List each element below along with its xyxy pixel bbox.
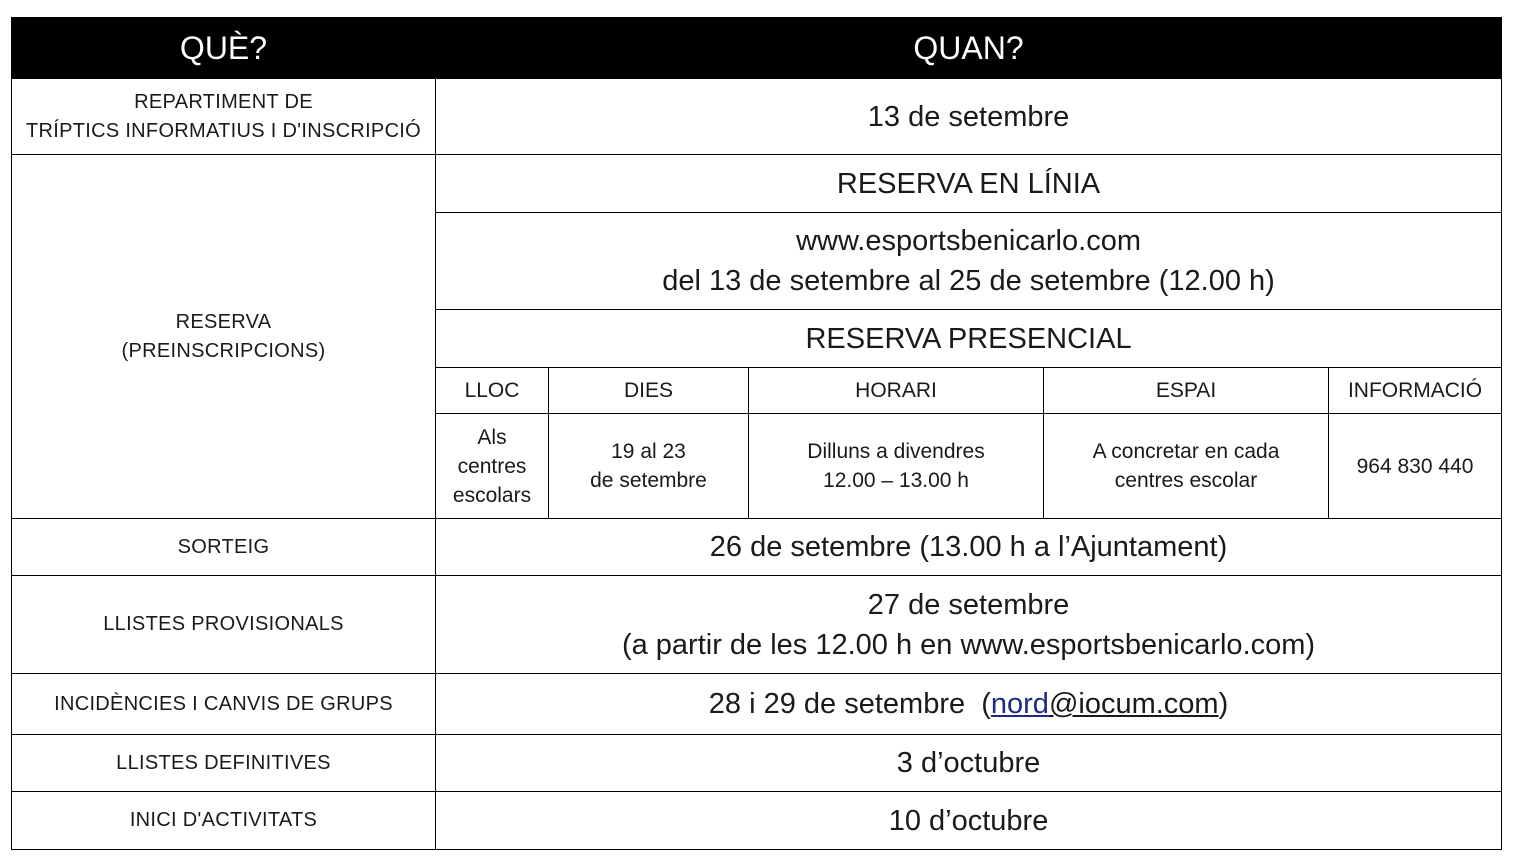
label-definitives: LLISTES DEFINITIVES	[12, 735, 436, 792]
label-inici: INICI D'ACTIVITATS	[12, 792, 436, 850]
reserva-presencial-title: RESERVA PRESENCIAL	[436, 310, 1502, 368]
email-link[interactable]	[991, 688, 1049, 720]
row-sorteig	[12, 519, 1502, 576]
reserva-online-title: RESERVA EN LÍNIA	[436, 155, 1502, 213]
row-incidencies	[12, 674, 1502, 735]
label-triptics: REPARTIMENT DE TRÍPTICS INFORMATIUS I D'INSCRIPCIÓ	[12, 79, 436, 155]
row-triptics	[12, 79, 1502, 155]
value-sorteig: 26 de setembre (13.00 h a l’Ajuntament)	[436, 519, 1502, 576]
header-row	[12, 18, 1502, 79]
row-provisionals	[12, 576, 1502, 674]
label-incidencies: INCIDÈNCIES I CANVIS DE GRUPS	[12, 674, 436, 735]
header-what: QUÈ?	[12, 18, 436, 79]
label-provisionals: LLISTES PROVISIONALS	[12, 576, 436, 674]
label-reserva: RESERVA (PREINSCRIPCIONS)	[12, 155, 436, 519]
cell-horari: Dilluns a divendres 12.00 – 13.00 h	[749, 414, 1044, 519]
email-domain: @iocum.com	[1048, 688, 1219, 720]
value-definitives: 3 d’octubre	[436, 735, 1502, 792]
cell-espai: A concretar en cada centres escolar	[1044, 414, 1329, 519]
label-sorteig: SORTEIG	[12, 519, 436, 576]
value-inici: 10 d’octubre	[436, 792, 1502, 850]
cell-lloc: Als centres escolars	[436, 414, 549, 519]
column-espai: ESPAI	[1044, 368, 1329, 414]
cell-dies: 19 al 23 de setembre	[549, 414, 749, 519]
value-incidencies	[436, 674, 1502, 735]
email-user: nord	[990, 688, 1049, 720]
row-reserva-online-title	[12, 155, 1502, 213]
cell-informacio: 964 830 440	[1329, 414, 1502, 519]
row-inici	[12, 792, 1502, 850]
reserva-online-value: www.esportsbenicarlo.com del 13 de setembre al 25 de setembre (12.00 h)	[436, 213, 1502, 310]
column-lloc: LLOC	[436, 368, 549, 414]
row-definitives	[12, 735, 1502, 792]
incidencies-dates: 28 i 29 de setembre (	[708, 688, 991, 720]
column-dies: DIES	[549, 368, 749, 414]
header-when: QUAN?	[436, 18, 1502, 79]
column-informacio: INFORMACIÓ	[1329, 368, 1502, 414]
incidencies-close: )	[1218, 688, 1229, 720]
value-triptics: 13 de setembre	[436, 79, 1502, 155]
value-provisionals: 27 de setembre (a partir de les 12.00 h en www.esportsbenicarlo.com)	[436, 576, 1502, 674]
schedule-table	[11, 17, 1502, 850]
column-horari: HORARI	[749, 368, 1044, 414]
